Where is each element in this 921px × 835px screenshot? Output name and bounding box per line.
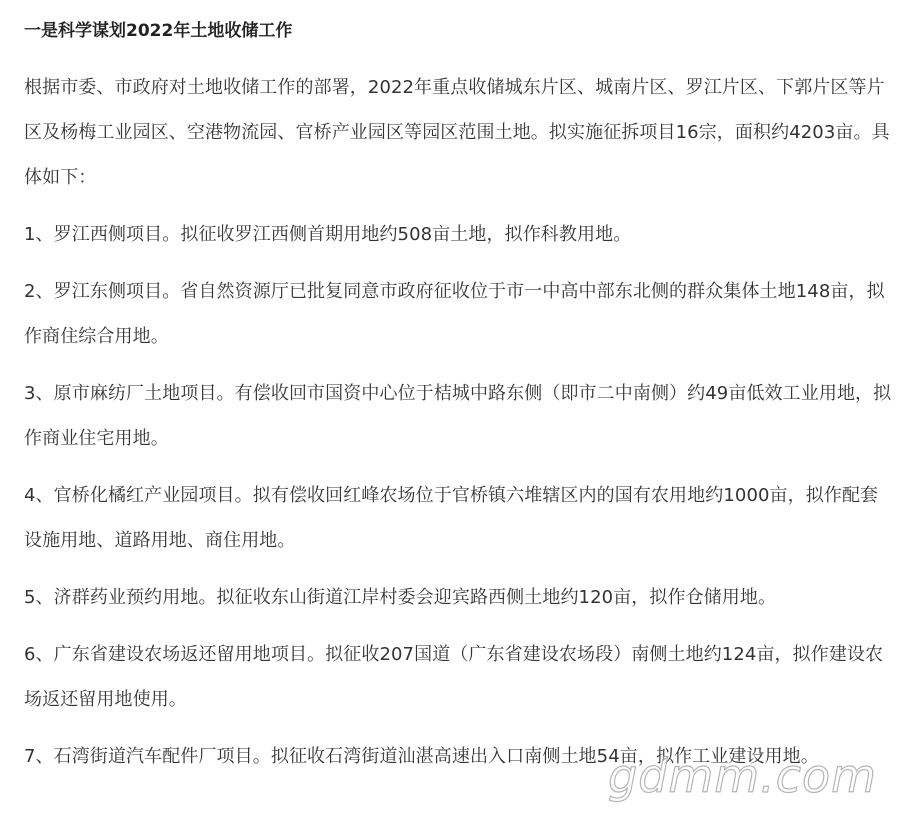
item-paragraph-1: 1、罗江西侧项目。拟征收罗江西侧首期用地约508亩土地，拟作科教用地。: [24, 224, 632, 245]
section-heading: 一是科学谋划2022年土地收储工作: [24, 21, 293, 41]
intro-paragraph: 根据市委、市政府对土地收储工作的部署，2022年重点收储城东片区、城南片区、罗江片区、下郭片区等片区及杨梅工业园区、空港物流园、官桥产业园区等园区范围土地。拟实施征拆项目16宗，面积约4203亩。具体如下：: [24, 77, 890, 188]
item-paragraph-4: 4、官桥化橘红产业园项目。拟有偿收回红峰农场位于官桥镇六堆辖区内的国有农用地约1000亩，拟作配套设施用地、道路用地、商住用地。: [24, 485, 879, 551]
item-paragraph-2: 2、罗江东侧项目。省自然资源厅已批复同意市政府征收位于市一中高中部东北侧的群众集体土地148亩，拟作商住综合用地。: [24, 281, 885, 347]
site-watermark: gdmm.com: [608, 749, 877, 803]
article-body: [24, 0, 896, 779]
item-paragraph-7: 7、石湾街道汽车配件厂项目。拟征收石湾街道汕湛高速出入口南侧土地54亩，拟作工业建设用地。: [24, 746, 819, 767]
item-paragraph-3: 3、原市麻纺厂土地项目。有偿收回市国资中心位于桔城中路东侧（即市二中南侧）约49亩低效工业用地，拟作商业住宅用地。: [24, 383, 892, 449]
item-paragraph-5: 5、济群药业预约用地。拟征收东山街道江岸村委会迎宾路西侧土地约120亩，拟作仓储用地。: [24, 587, 777, 608]
item-paragraph-6: 6、广东省建设农场返还留用地项目。拟征收207国道（广东省建设农场段）南侧土地约124亩，拟作建设农场返还留用地使用。: [24, 644, 884, 710]
